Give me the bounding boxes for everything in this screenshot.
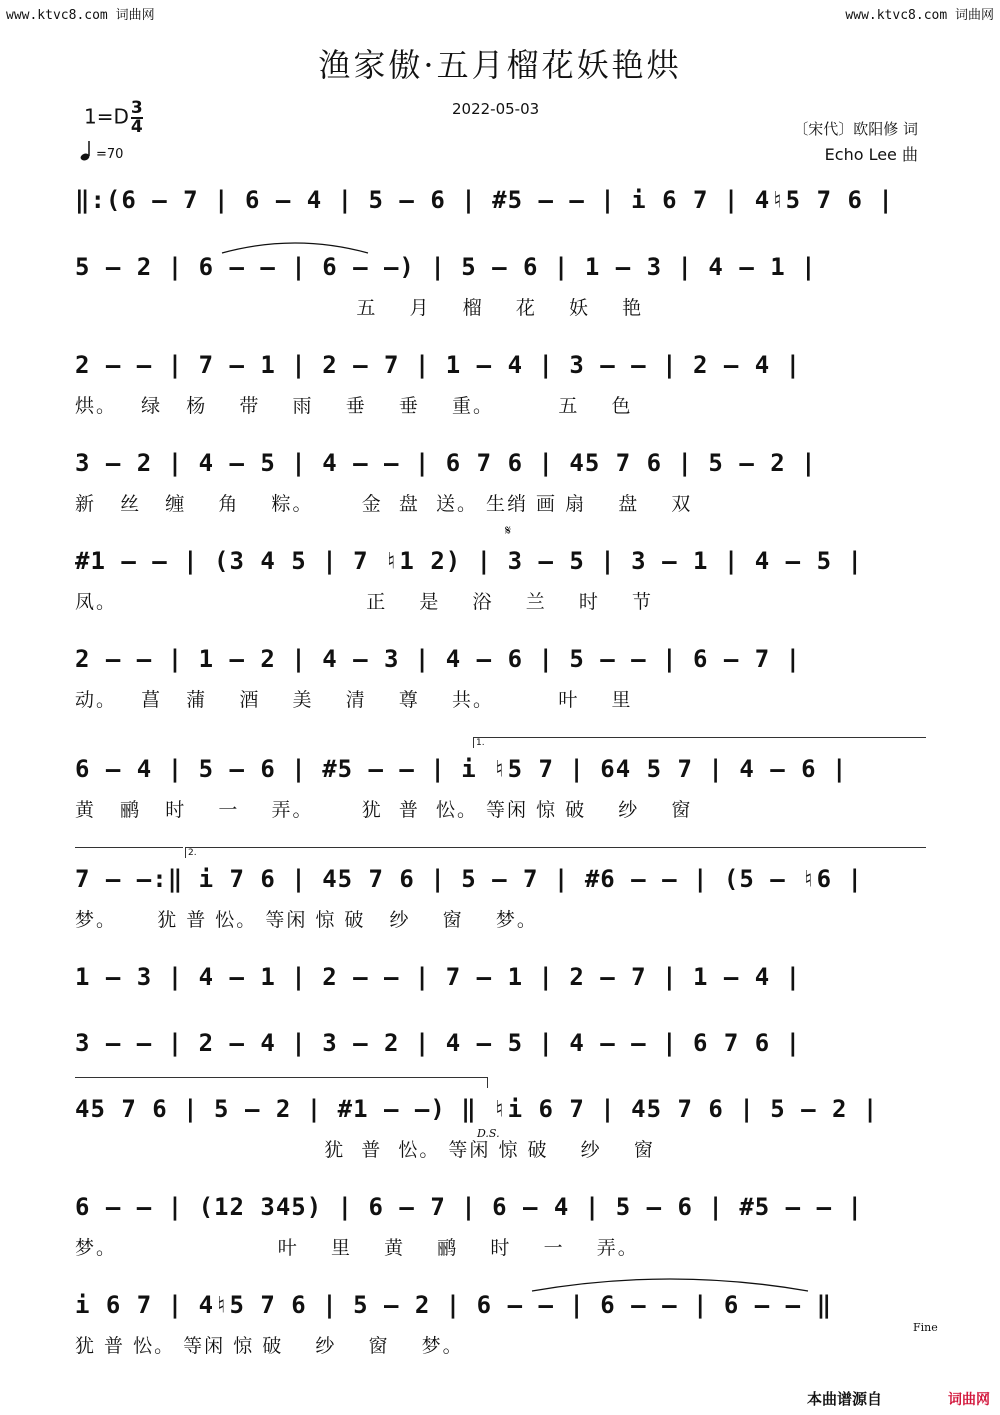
score-line-11 [75,1089,925,1181]
volta-line-continuation [75,847,183,858]
notation-row: 6 – – | (12 345) | 6 – 7 | 6 – 4 | 5 – 6 | #5 – – | [75,1193,863,1221]
source-credit: 本曲谱源自 [806,1390,882,1408]
date-label: 2022-05-03 [452,100,540,118]
time-signature [131,100,143,136]
score-line-2 [75,247,925,339]
lyricist-credit: 〔宋代〕欧阳修 词 [793,120,918,138]
notation-row: 6 – 4 | 5 – 6 | #5 – – | i ♮5 7 | 64 5 7 | 4 – 6 | [75,755,848,783]
tie-arc [220,239,370,255]
score-line-8 [75,848,925,951]
lyric-row: 凤。 正 是 浴 兰 时 节 [75,591,654,613]
notation-row: 3 – – | 2 – 4 | 3 – 2 | 4 – 5 | 4 – – | 6 7 6 | [75,1029,802,1057]
lyric-row: 黄 鹂 时 一 弄。 犹 普 忪。 等闲 惊 破 纱 窗 [75,799,693,821]
site-url-right[interactable]: www.ktvc8.com 词曲网 [845,8,994,23]
score-line-6 [75,639,925,731]
composer-credit: Echo Lee 曲 [824,145,918,164]
lyric-row: 梦。 犹 普 忪。 等闲 惊 破 纱 窗 梦。 [75,909,538,931]
notation-row: 2 – – | 1 – 2 | 4 – 3 | 4 – 6 | 5 – – | 6 – 7 | [75,645,802,673]
score-line-3 [75,345,925,437]
site-logo[interactable]: 词曲网 [948,1392,990,1408]
notation-row: #1 – – | (3 4 5 | 7 ♮1 2) | 3 – 5 | 3 – 1 | 4 – 5 | [75,547,863,575]
score-line-5 [75,523,925,633]
key-signature [84,100,143,136]
notation-row: i 6 7 | 4♮5 7 6 | 5 – 2 | 6 – – | 6 – – | 6 – – ‖ [75,1291,833,1319]
score-line-4 [75,443,925,535]
song-title: 渔家傲·五月榴花妖艳烘 [318,46,682,84]
score-line-12 [75,1187,925,1279]
notation-row: 45 7 6 | 5 – 2 | #1 – –) ‖ ♮i 6 7 | 45 7 6 | 5 – 2 | [75,1095,879,1123]
lyric-row: 犹 普 忪。 等闲 惊 破 纱 窗 梦。 [75,1335,464,1357]
tie-arc [530,1275,810,1293]
notation-row: 5 – 2 | 6 – – | 6 – –) | 5 – 6 | 1 – 3 | 4 – 1 | [75,253,817,281]
notation-row: 1 – 3 | 4 – 1 | 2 – – | 7 – 1 | 2 – 7 | 1 – 4 | [75,963,802,991]
notation-row: ‖:(6 – 7 | 6 – 4 | 5 – 6 | #5 – – | i 6 7 | 4♮5 7 6 | [75,186,894,214]
lyric-row: 犹 普 忪。 等闲 惊 破 纱 窗 [75,1139,655,1161]
lyric-row: 烘。 绿 杨 带 雨 垂 垂 重。 五 色 [75,395,633,417]
tempo-value: =70 [96,147,124,162]
lyric-row: 梦。 叶 里 黄 鹂 时 一 弄。 [75,1237,639,1259]
site-url-left[interactable]: www.ktvc8.com 词曲网 [6,8,155,23]
notation-row: 7 – –:‖ i 7 6 | 45 7 6 | 5 – 7 | #6 – – | (5 – ♮6 | [75,865,863,893]
segno-icon: 𝄋 [505,523,512,539]
fine-marking: Fine [913,1321,938,1334]
time-top: 3 [130,98,143,118]
lyric-row: 五 月 榴 花 妖 艳 [75,297,644,319]
notation-row: 2 – – | 7 – 1 | 2 – 7 | 1 – 4 | 3 – – | 2 – 4 | [75,351,802,379]
quarter-note-icon [80,140,94,162]
lyric-row: 动。 菖 蒲 酒 美 清 尊 共。 叶 里 [75,689,633,711]
volta-bracket-1: 1. [473,737,926,748]
tempo-marking [80,140,123,162]
repeat-bracket [75,1077,488,1088]
key-label: 1=D [84,104,129,129]
notation-row: 3 – 2 | 4 – 5 | 4 – – | 6 7 6 | 45 7 6 | 5 – 2 | [75,449,817,477]
volta-bracket-2: 2. [185,847,926,858]
score-line-13 [75,1285,938,1377]
ds-marking: D.S. [477,1127,500,1140]
time-bottom: 4 [130,117,143,137]
score-line-7 [75,738,925,841]
lyric-row: 新 丝 缠 角 粽。 金 盘 送。 生绡 画 扇 盘 双 [75,493,693,515]
